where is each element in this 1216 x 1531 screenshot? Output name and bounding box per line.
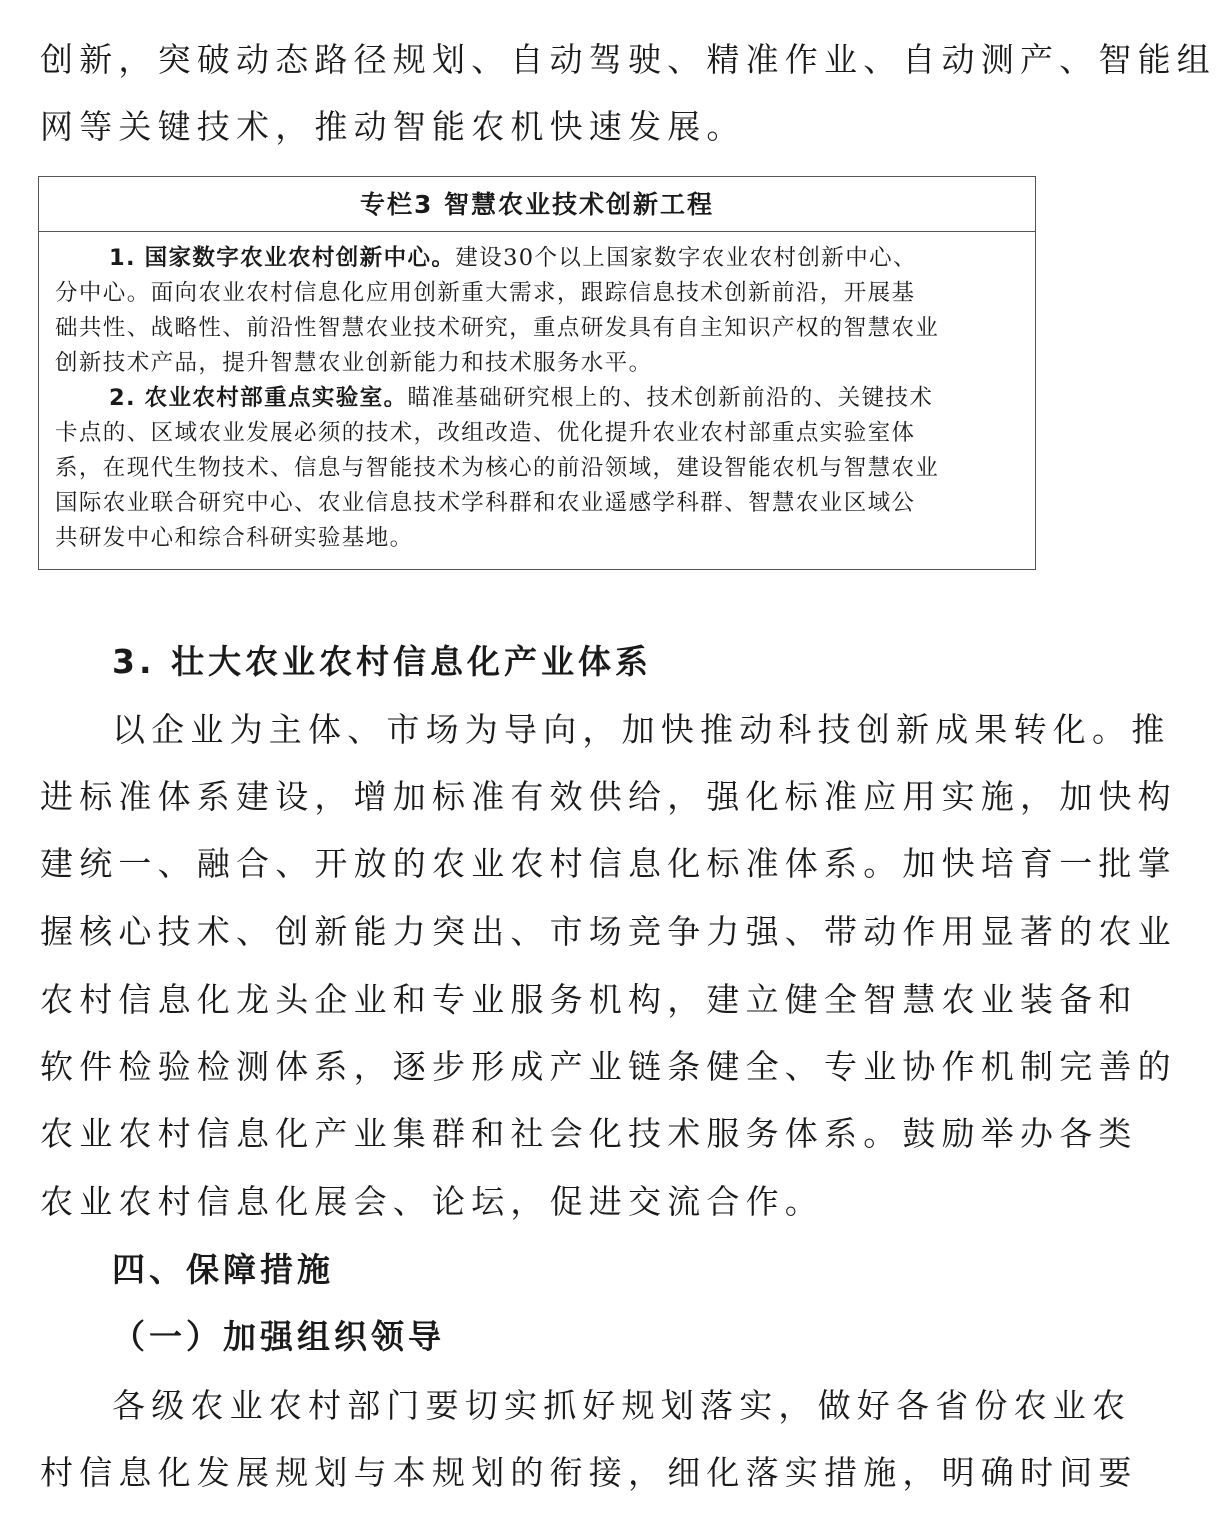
box-item1-line: 分中心。面向农业农村信息化应用创新重大需求，跟踪信息技术创新前沿，开展基 (55, 280, 916, 306)
section4-line: 各级农业农村部门要切实抓好规划落实，做好各省份农业农 (112, 1386, 1132, 1425)
intro-line-2: 网等关键技术，推动智能农机快速发展。 (40, 107, 746, 146)
box-item1-number: 1. (109, 245, 137, 271)
box-item2-line: 系，在现代生物技术、信息与智能技术为核心的前沿领域，建设智能农机与智慧农业 (55, 455, 940, 481)
section3-line: 握核心技术、创新能力突出、市场竞争力强、带动作用显著的农业 (40, 912, 1177, 951)
section3-line: 建统一、融合、开放的农业农村信息化标准体系。加快培育一批掌 (40, 844, 1177, 883)
section3-line: 进标准体系建设，增加标准有效供给，强化标准应用实施，加快构 (40, 777, 1177, 816)
feature-box (38, 176, 1036, 570)
box-item2-first-line (109, 383, 1025, 413)
section3-line: 农业农村信息化展会、论坛，促进交流合作。 (40, 1182, 824, 1221)
section3-line: 软件检验检测体系，逐步形成产业链条健全、专业协作机制完善的 (40, 1047, 1177, 1086)
intro-line-1: 创新，突破动态路径规划、自动驾驶、精准作业、自动测产、智能组 (40, 40, 1216, 79)
box-item2-line: 卡点的、区域农业发展必须的技术，改组改造、优化提升农业农村部重点实验室体 (55, 420, 916, 446)
section4-heading: 四、保障措施 (112, 1250, 334, 1289)
box-item1-heading: 国家数字农业农村创新中心。 (144, 245, 456, 271)
box-item2-line: 共研发中心和综合科研实验基地。 (55, 525, 414, 551)
section3-heading: 3. 壮大农业农村信息化产业体系 (112, 642, 652, 681)
section3-line: 农村信息化龙头企业和专业服务机构，建立健全智慧农业装备和 (40, 980, 1138, 1019)
box-item2-first-rest: 瞄准基础研究根上的、技术创新前沿的、关键技术 (407, 385, 934, 411)
box-item2-heading: 农业农村部重点实验室。 (144, 385, 408, 411)
box-item1-first-line (109, 243, 1025, 273)
box-item1-first-rest: 建设30个以上国家数字农业农村创新中心、 (455, 245, 917, 271)
box-item2-number: 2. (109, 385, 137, 411)
section4-line: 村信息化发展规划与本规划的衔接，细化落实措施，明确时间要 (40, 1453, 1138, 1492)
box-item1-line: 础共性、战略性、前沿性智慧农业技术研究，重点研发具有自主知识产权的智慧农业 (55, 315, 940, 341)
section3-line: 以企业为主体、市场为导向，加快推动科技创新成果转化。推 (112, 710, 1171, 749)
section3-line: 农业农村信息化产业集群和社会化技术服务体系。鼓励举办各类 (40, 1114, 1138, 1153)
box-item2-line: 国际农业联合研究中心、农业信息技术学科群和农业遥感学科群、智慧农业区域公 (55, 490, 916, 516)
section4-subheading: （一）加强组织领导 (112, 1317, 445, 1356)
box-item1-line: 创新技术产品，提升智慧农业创新能力和技术服务水平。 (55, 350, 653, 376)
feature-box-title: 专栏3 智慧农业技术创新工程 (39, 177, 1035, 232)
